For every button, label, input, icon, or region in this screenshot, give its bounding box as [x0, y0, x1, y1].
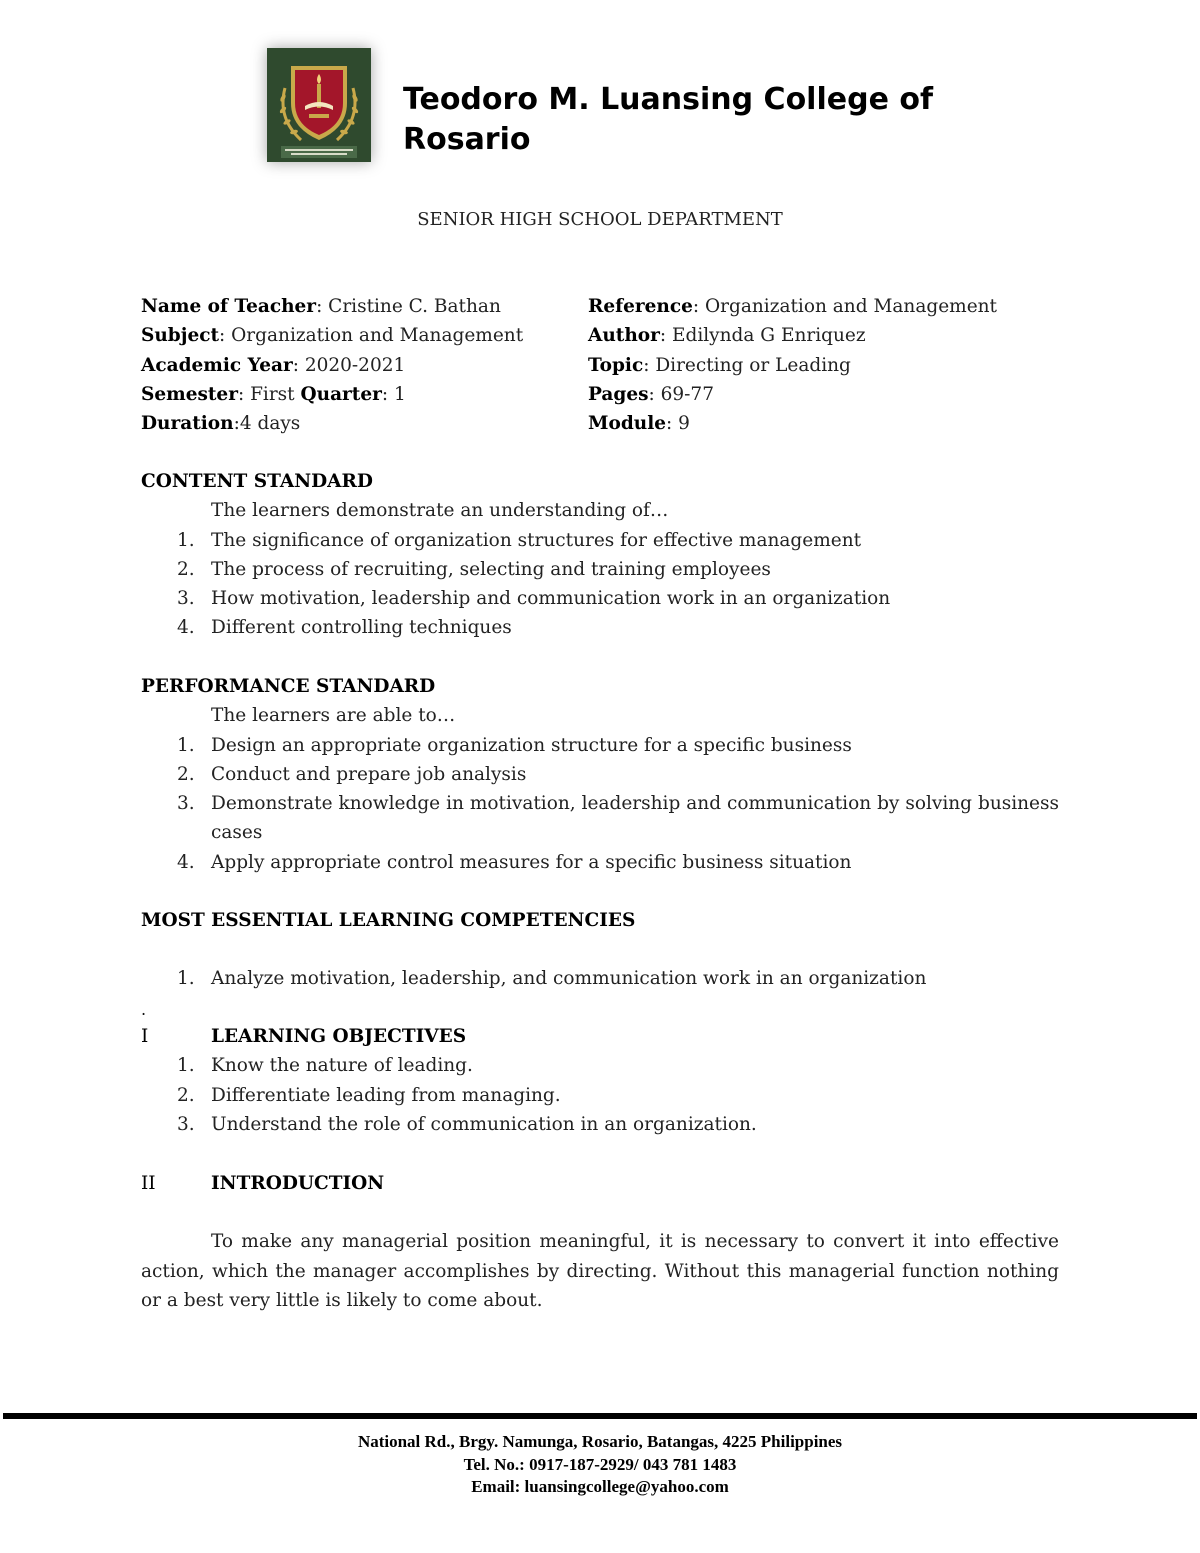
list-item: 4. Apply appropriate control measures for a specific business situation: [177, 851, 852, 873]
meta-academic-year: Academic Year: 2020-2021: [141, 354, 406, 376]
list-item: 3. Demonstrate knowledge in motivation, leadership and communication by solving business cases: [177, 793, 1059, 844]
list-item: 1. Know the nature of leading.: [177, 1055, 473, 1077]
melc-section: [141, 906, 1059, 994]
list-item: 2. Differentiate leading from managing.: [177, 1084, 561, 1106]
footer-rule: [3, 1413, 1197, 1419]
learning-objectives-list: [141, 1051, 1059, 1139]
list-item: 2. The process of recruiting, selecting and training employees: [177, 558, 771, 580]
meta-pages: Pages: 69-77: [588, 383, 714, 405]
introduction-paragraph: To make any managerial position meaningful, it is necessary to convert it into effective action, which the manager accomplishes by directing. Without this managerial function nothing or a best very little is likely to come about.: [141, 1231, 1059, 1311]
content-standard-intro: The learners demonstrate an understanding of…: [211, 500, 669, 522]
performance-standard-intro: The learners are able to…: [211, 705, 456, 727]
meta-duration: Duration:4 days: [141, 413, 301, 435]
performance-standard-heading: PERFORMANCE STANDARD: [141, 676, 436, 697]
meta-topic: Topic: Directing or Leading: [588, 354, 851, 376]
footer: [0, 1431, 1200, 1499]
list-item: 1. Analyze motivation, leadership, and communication work in an organization: [177, 968, 927, 990]
learning-objectives-heading: I LEARNING OBJECTIVES: [141, 1022, 1059, 1051]
content-standard-heading: CONTENT STANDARD: [141, 471, 373, 492]
meta-reference: Reference: Organization and Management: [588, 296, 997, 317]
school-logo: [267, 48, 371, 162]
meta-left-column: [141, 292, 523, 438]
list-item: 4. Different controlling techniques: [177, 617, 512, 639]
footer-email: Email: luansingcollege@yahoo.com: [471, 1477, 729, 1496]
performance-standard-section: [141, 672, 1059, 877]
melc-list: [141, 964, 1059, 993]
school-name: Teodoro M. Luansing College of Rosario: [403, 82, 934, 157]
school-seal-icon: [267, 48, 371, 162]
introduction-heading: II INTRODUCTION: [141, 1169, 1059, 1198]
content-standard-list: [141, 526, 1059, 643]
content-standard-section: [141, 467, 1059, 643]
meta-module: Module: 9: [588, 413, 690, 435]
list-item: 1. The significance of organization structures for effective management: [177, 529, 862, 551]
meta-right-column: [588, 292, 997, 438]
performance-standard-list: [141, 731, 1059, 877]
footer-address: National Rd., Brgy. Namunga, Rosario, Batangas, 4225 Philippines: [357, 1432, 843, 1451]
meta-author: Author: Edilynda G Enriquez: [588, 325, 866, 347]
introduction-section: [141, 1169, 1059, 1315]
roman-numeral: II: [141, 1173, 156, 1194]
melc-heading: MOST ESSENTIAL LEARNING COMPETENCIES: [141, 910, 636, 931]
learning-objectives-section: [141, 1022, 1059, 1139]
meta-teacher: Name of Teacher: Cristine C. Bathan: [141, 296, 501, 317]
list-item: 1. Design an appropriate organization structure for a specific business: [177, 734, 852, 756]
list-item: 3. How motivation, leadership and communication work in an organization: [177, 588, 891, 610]
meta-semester: Semester: First Quarter: 1: [141, 383, 406, 405]
roman-numeral: I: [141, 1026, 149, 1047]
list-item: 3. Understand the role of communication in an organization.: [177, 1113, 757, 1135]
stray-period: .: [141, 1000, 147, 1019]
department-title: SENIOR HIGH SCHOOL DEPARTMENT: [417, 209, 783, 230]
list-item: 2. Conduct and prepare job analysis: [177, 763, 527, 785]
footer-tel: Tel. No.: 0917-187-2929/ 043 781 1483: [463, 1454, 737, 1474]
meta-subject: Subject: Organization and Management: [141, 325, 524, 347]
